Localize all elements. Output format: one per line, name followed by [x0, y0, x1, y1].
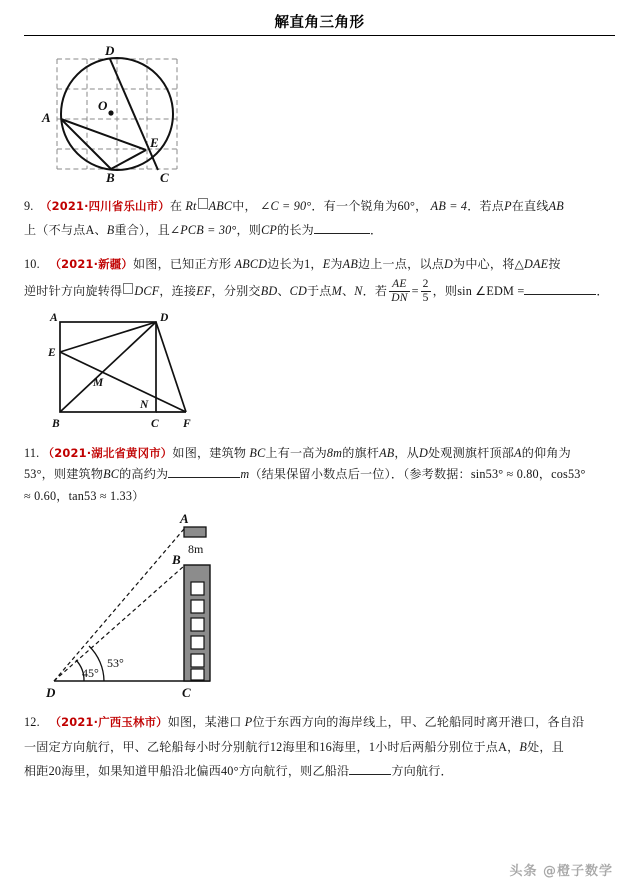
p11-t6: 的仰角为 [521, 446, 571, 461]
answer-blank-12[interactable] [349, 764, 391, 775]
title-divider [24, 35, 615, 36]
problem-12-number: 12. [24, 715, 40, 730]
svg-text:C: C [151, 418, 159, 431]
missing-triangle-glyph-2 [123, 283, 133, 294]
p10-t6: 为中心，将△ [453, 256, 525, 271]
p10-m10: CD [289, 284, 308, 299]
angle-45-label: 45° [82, 666, 99, 681]
p11-t9: （结果保留小数点后一位）．（参考数据： [249, 467, 471, 482]
frac-denominator: DN [391, 292, 408, 305]
p11-t7: ，则建筑物 [41, 467, 104, 482]
p10-eq: = [411, 284, 419, 299]
problem-9-line-1 [24, 195, 615, 219]
p10-t5: 边上一点，以点 [357, 256, 445, 271]
p12-m5: A [498, 739, 508, 754]
p9-m6: P [504, 199, 512, 213]
problem-12-source: （2021·广西玉林市） [49, 715, 168, 730]
problem-12-line-2 [24, 735, 615, 759]
p9-t5: ．若点 [467, 199, 505, 213]
svg-text:B: B [106, 170, 115, 182]
square-figure [38, 310, 615, 437]
p11-m9: sin53° ≈ 0.80 [470, 467, 539, 482]
problem-11 [24, 443, 615, 507]
p10-m11: M [331, 284, 342, 299]
svg-text:A: A [42, 110, 51, 125]
p9-t1: 在 [169, 199, 183, 213]
svg-text:D: D [105, 43, 115, 58]
p10-m2: 1 [304, 256, 311, 271]
p12-t9: 相距 [24, 763, 49, 778]
p12-t6: 小时后两船分别位于点 [375, 739, 499, 754]
p10-m8: EF [196, 284, 212, 299]
p9-t8: 、 [94, 222, 107, 237]
p10-t15: ，则 [432, 284, 458, 299]
p9-m9: B [106, 222, 115, 237]
answer-blank-11[interactable] [168, 467, 240, 478]
p9-m8: A [85, 222, 95, 237]
p11-m6: 53° [24, 467, 42, 482]
p9-t10: ，则 [236, 222, 262, 237]
p10-t7: 按 [548, 256, 561, 271]
svg-text:N: N [140, 399, 149, 412]
problem-9-number: 9. [24, 199, 34, 213]
p10-m6: DAE [524, 256, 549, 271]
p10-t16: ． [596, 284, 609, 299]
problem-12 [24, 710, 615, 783]
square-figure-lines [60, 322, 186, 412]
svg-text:D: D [160, 312, 169, 325]
p10-t4: 为 [330, 256, 343, 271]
p9-m4: 60° [397, 199, 416, 213]
svg-text:E: E [48, 347, 56, 360]
p12-m1: P [244, 715, 253, 730]
p12-m2: 12 [269, 739, 283, 754]
p10-t13: 、 [341, 284, 355, 299]
p9-m3: ∠C = 90° [260, 199, 312, 213]
problem-10-line-1 [24, 253, 615, 277]
label-A: A [180, 511, 189, 527]
label-B: B [172, 552, 181, 568]
p10-m12: N [354, 284, 363, 299]
p10-m9: BD [260, 284, 278, 299]
watermark: 头条 @橙子数学 [509, 864, 613, 879]
p10-t10: ，分别交 [211, 284, 261, 299]
circle-figure [32, 42, 615, 187]
problem-12-line-1 [24, 710, 615, 734]
p10-m3: E [322, 256, 331, 271]
problem-10-source: （2021·新疆） [49, 256, 133, 271]
problem-11-line-2 [24, 464, 615, 485]
p9-t9: 重合），且 [114, 222, 170, 237]
problem-11-source: （2021·湖北省黄冈市） [42, 446, 173, 461]
p11-t3: 的旗杆 [342, 446, 380, 461]
p12-m3: 16 [319, 739, 332, 754]
fraction-2-5 [421, 278, 431, 305]
svg-text:C: C [160, 170, 169, 182]
p12-t12: 方向航行． [391, 763, 453, 778]
p11-m1: BC [249, 446, 266, 461]
page-title: 解直角三角形 [274, 15, 365, 31]
p12-t1: 如图，某港口 [167, 715, 242, 730]
p9-t2: 中， [232, 199, 257, 213]
building-figure-svg [32, 509, 242, 699]
p10-m1: ABCD [234, 256, 268, 271]
p9-m1: Rt [185, 199, 197, 213]
p12-m6: B [519, 739, 528, 754]
flagpole-top [184, 527, 206, 537]
fraction-ae-dn [389, 278, 409, 305]
p10-t9: ，连接 [159, 284, 197, 299]
p12-t10: 海里，如果知道甲船沿北偏西 [61, 763, 222, 778]
p11-t4: ，从 [394, 446, 419, 461]
frac-numerator: AE [389, 278, 409, 292]
p11-m5: A [514, 446, 522, 461]
p11-t12: ） [132, 488, 145, 503]
p12-t8: 处，且 [527, 739, 564, 754]
svg-text:O: O [98, 98, 108, 113]
label-D: D [46, 685, 56, 700]
answer-blank-10[interactable] [524, 284, 596, 295]
p11-t5: 处观测旗杆顶部 [427, 446, 515, 461]
label-C: C [182, 685, 191, 700]
problem-10-line-2 [24, 276, 615, 308]
p12-t11: 方向航行，则乙船沿 [238, 763, 350, 778]
p9-t12: ． [369, 222, 383, 237]
svg-text:B: B [52, 418, 60, 431]
p9-t6: 在直线 [511, 199, 549, 213]
p10-m5: D [444, 256, 454, 271]
svg-text:F: F [183, 418, 191, 431]
p10-t3: ， [310, 256, 323, 271]
missing-triangle-glyph [198, 198, 208, 209]
problem-12-line-3 [24, 759, 615, 783]
p9-m5: AB = 4 [430, 199, 468, 213]
problem-11-line-1 [24, 443, 615, 464]
square-figure-svg [38, 310, 213, 432]
angle-53-label: 53° [107, 656, 124, 671]
p10-m13: sin ∠EDM = [457, 284, 525, 299]
svg-text:A: A [50, 312, 58, 325]
p11-m8: m [240, 467, 250, 482]
p10-t1: 如图，已知正方形 [133, 256, 232, 271]
p9-m11: CP [261, 222, 278, 237]
problem-11-number: 11. [24, 446, 40, 461]
problem-9-source: （2021·四川省乐山市） [40, 199, 170, 213]
p10-t2: 边长为 [267, 256, 305, 271]
p10-t14: ．若 [362, 284, 388, 299]
frac2-numerator: 2 [422, 278, 429, 291]
problem-10 [24, 253, 615, 309]
center-point [108, 110, 113, 115]
p12-m4: 1 [368, 739, 376, 754]
building-figure-labels [45, 511, 204, 699]
p11-m10: cos53° [551, 467, 586, 482]
p12-m7: 20 [48, 763, 62, 778]
p11-m7: BC [103, 467, 120, 482]
p11-m4: D [418, 446, 428, 461]
p11-t11: ， [56, 488, 69, 503]
p9-t11: 的长为 [277, 222, 314, 237]
p10-m7: DCF [134, 284, 160, 299]
p12-m8: 40° [221, 763, 239, 778]
p9-t3: ．有一个锐角为 [311, 199, 398, 213]
p9-m10: ∠PCB = 30° [169, 222, 237, 237]
p12-t3: 一固定方向航行，甲、乙轮船每小时分别航行 [24, 739, 270, 754]
p11-t10: ， [538, 467, 552, 482]
pole-length-label: 8m [188, 542, 204, 557]
p10-t12: 于点 [307, 284, 332, 299]
p9-t4: ， [415, 199, 428, 213]
svg-text:E: E [150, 135, 159, 150]
p11-m2: 8m [326, 446, 343, 461]
p10-t8: 逆时针方向旋转得 [24, 284, 123, 299]
p11-m11: ≈ 0.60 [24, 488, 57, 503]
p11-t8: 的高约为 [119, 467, 169, 482]
p11-m3: AB [379, 446, 395, 461]
p10-t11: 、 [277, 284, 290, 299]
p12-t2: 位于东西方向的海岸线上，甲、乙轮船同时离开港口，各自沿 [252, 715, 585, 730]
p11-m12: tan53 ≈ 1.33 [68, 488, 133, 503]
problem-10-number: 10. [24, 256, 40, 271]
answer-blank-9[interactable] [314, 222, 370, 233]
p9-t7: 上（不与点 [24, 222, 86, 237]
problem-9 [24, 195, 615, 243]
p12-t7: ， [507, 739, 520, 754]
p11-t2: 上有一高为 [265, 446, 327, 461]
p9-m7: AB [548, 199, 564, 213]
p9-m2: ABC [208, 199, 233, 213]
frac2-denominator: 5 [422, 292, 429, 305]
svg-text:M: M [93, 377, 104, 390]
problem-9-line-2 [24, 219, 615, 243]
p11-t1: 如图，建筑物 [172, 446, 247, 461]
p12-t4: 海里和 [282, 739, 320, 754]
p10-m4: AB [342, 256, 358, 271]
circle-figure-svg [32, 42, 202, 182]
p12-t5: 海里， [331, 739, 369, 754]
building-figure [32, 509, 615, 704]
problem-11-line-3 [24, 486, 615, 507]
